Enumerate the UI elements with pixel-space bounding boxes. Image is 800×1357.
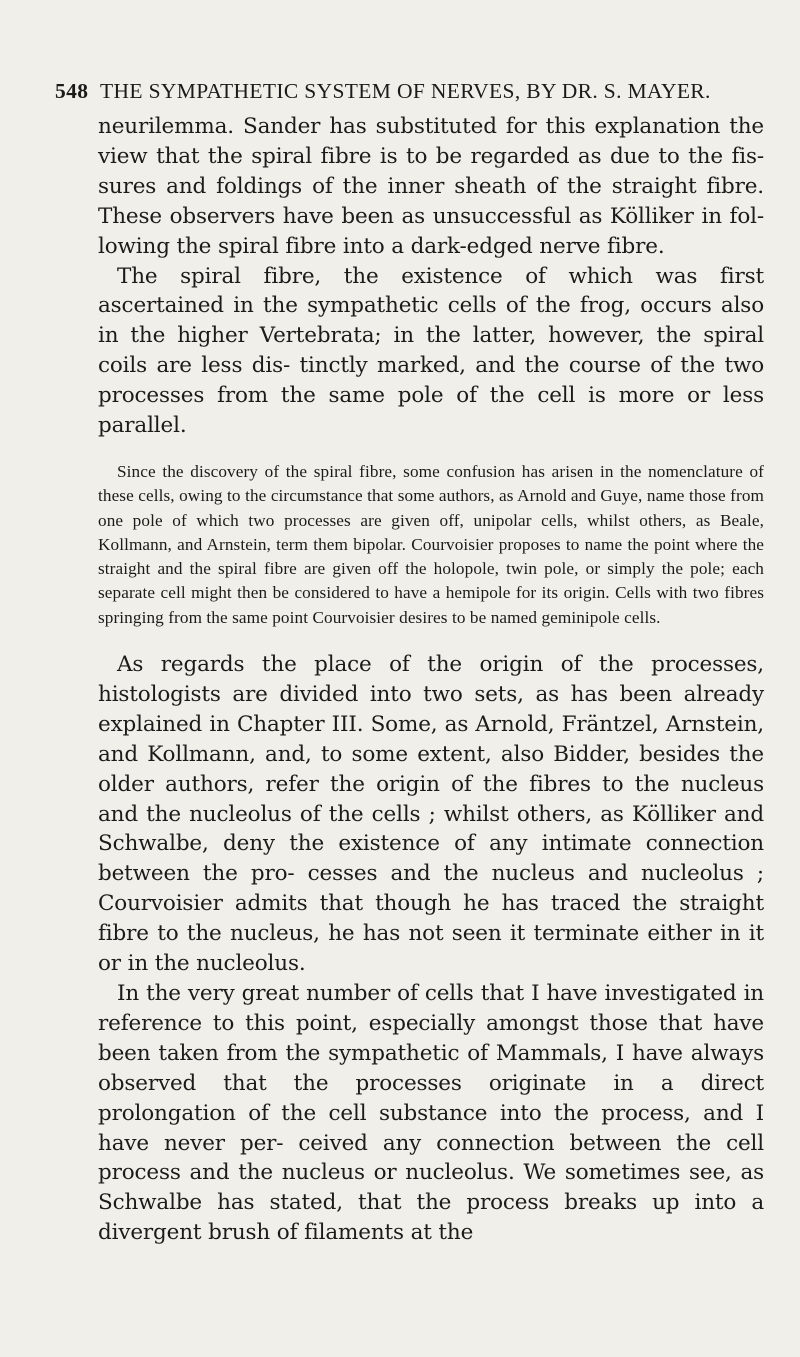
paragraph-neurilemma: neurilemma. Sander has substituted for this explanation the view that the spiral fibre is to be regarded as due to the fis- sures and foldings of the inner sheath of the straight fibre. These observers have been as unsuccessful as Kölliker in fol- lowing the spiral fibre into a dark-edged nerve fibre.	[98, 114, 764, 259]
book-page	[55, 76, 764, 1248]
running-header	[55, 76, 764, 106]
paragraph-spiral-fibre: The spiral fibre, the existence of which was first ascertained in the sympathetic cells of the frog, occurs also in the higher Vertebrata; in the latter, however, the spiral coils are less dis- tinctly marked, and the course of the two processes from the same pole of the cell is more or less parallel.	[98, 263, 764, 439]
running-title: THE SYMPATHETIC SYSTEM OF NERVES, BY DR. S. MAYER.	[100, 79, 711, 103]
body-text	[98, 112, 764, 441]
paragraph-origin-processes: As regards the place of the origin of the processes, histologists are divided into two sets, as has been already explained in Chapter III. Some, as Arnold, Fräntzel, Arnstein, and Kollmann, and, to some extent, also Bidder, besides the older authors, refer the origin of the fibres to the nucleus and the nucleolus of the cells ; whilst others, as Kölliker and Schwalbe, deny the existence of any intimate connection between the pro- cesses and the nucleus and nucleolus ; Courvoisier admits that though he has traced the straight fibre to the nucleus, he has not seen it terminate either in it or in the nucleolus.	[98, 652, 764, 977]
continued-body-text	[98, 650, 764, 1248]
note-nomenclature: Since the discovery of the spiral fibre, some confusion has arisen in the nomenclature of these cells, owing to the circumstance that some authors, as Arnold and Guye, name those from one pole of which two processes are given off, unipolar cells, whilst others, as Beale, Kollmann, and Arnstein, term them bipolar. Courvoisier proposes to name the point where the straight and the spiral fibre are given off the holopole, twin pole, or simply the pole; each separate cell might then be considered to have a hemipole for its origin. Cells with two fibres springing from the same point Courvoisier desires to be named geminipole cells.	[98, 461, 764, 627]
page-number: 548	[55, 79, 89, 103]
small-print-note	[98, 460, 764, 630]
paragraph-investigation: In the very great number of cells that I have investigated in reference to this point, especially amongst those that have been taken from the sympathetic of Mammals, I have always observed that the processes originate in a direct prolongation of the cell substance into the process, and I have never per- ceived any connection between the cell process and the nucleus or nucleolus. We sometimes see, as Schwalbe has stated, that the process breaks up into a divergent brush of filaments at the	[98, 981, 764, 1246]
